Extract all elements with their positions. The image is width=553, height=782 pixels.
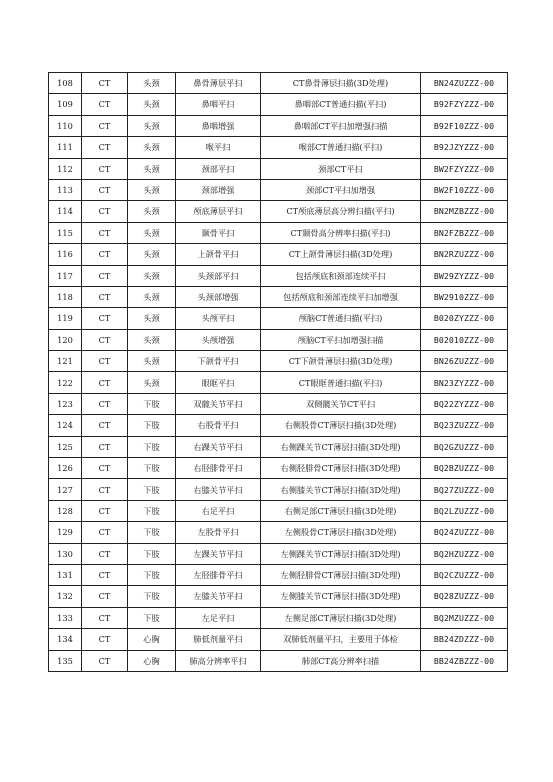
exam-item-cell: 左踝关节平扫 [176,543,261,564]
table-row [49,286,508,307]
modality-cell: CT [82,543,128,564]
body-region-cell: 下肢 [128,393,176,414]
body-region-cell: 头颈 [128,201,176,222]
table-row [49,650,508,671]
body-region-cell: 头颈 [128,372,176,393]
modality-cell: CT [82,650,128,671]
modality-cell: CT [82,500,128,521]
exam-code-cell: BN2FZBZZZ-00 [421,222,508,243]
exam-description-cell: 鼻咽部CT普通扫描(平扫) [261,94,421,115]
exam-item-cell: 肺高分辨率平扫 [176,650,261,671]
exam-item-cell: 眼眶平扫 [176,372,261,393]
table-row [49,329,508,350]
row-number: 110 [49,115,82,136]
exam-code-cell: BQ22ZYZZZ-00 [421,393,508,414]
modality-cell: CT [82,222,128,243]
body-region-cell: 头颈 [128,308,176,329]
table-row [49,436,508,457]
exam-item-cell: 右足平扫 [176,500,261,521]
row-number: 126 [49,458,82,479]
body-region-cell: 下肢 [128,500,176,521]
body-region-cell: 下肢 [128,415,176,436]
exam-description-cell: CT上颌骨薄层扫描(3D处理) [261,244,421,265]
row-number: 128 [49,500,82,521]
exam-description-cell: 包括颅底和颈部连续平扫加增强 [261,286,421,307]
row-number: 120 [49,329,82,350]
exam-item-cell: 头颅平扫 [176,308,261,329]
row-number: 127 [49,479,82,500]
exam-description-cell: CT颞骨高分辨率扫描(平扫) [261,222,421,243]
body-region-cell: 头颈 [128,73,176,94]
exam-code-cell: BQ28ZUZZZ-00 [421,586,508,607]
exam-item-cell: 右股骨平扫 [176,415,261,436]
table-row [49,137,508,158]
body-region-cell: 头颈 [128,137,176,158]
exam-code-cell: BQ2BZUZZZ-00 [421,458,508,479]
table-row [49,393,508,414]
row-number: 132 [49,586,82,607]
modality-cell: CT [82,351,128,372]
exam-item-cell: 下颌骨平扫 [176,351,261,372]
row-number: 123 [49,393,82,414]
exam-description-cell: 肺部CT高分辨率扫描 [261,650,421,671]
modality-cell: CT [82,94,128,115]
exam-item-cell: 双髋关节平扫 [176,393,261,414]
exam-description-cell: 双肺低剂量平扫，主要用于体检 [261,629,421,650]
table-row [49,629,508,650]
exam-code-cell: B92JZYZZZ-00 [421,137,508,158]
body-region-cell: 头颈 [128,115,176,136]
table-row [49,458,508,479]
modality-cell: CT [82,415,128,436]
body-region-cell: 头颈 [128,286,176,307]
body-region-cell: 下肢 [128,458,176,479]
row-number: 125 [49,436,82,457]
exam-description-cell: 左侧足部CT薄层扫描(3D处理) [261,607,421,628]
modality-cell: CT [82,158,128,179]
row-number: 124 [49,415,82,436]
body-region-cell: 下肢 [128,543,176,564]
exam-description-cell: 右侧膝关节CT薄层扫描(3D处理) [261,479,421,500]
modality-cell: CT [82,201,128,222]
exam-description-cell: CT下颌骨薄层扫描(3D处理) [261,351,421,372]
exam-description-cell: 颈部CT平扫加增强 [261,179,421,200]
exam-description-cell: 右侧股骨CT薄层扫描(3D处理) [261,415,421,436]
table-row [49,179,508,200]
table-row [49,415,508,436]
table-row [49,94,508,115]
table-row [49,351,508,372]
modality-cell: CT [82,436,128,457]
exam-item-cell: 右膝关节平扫 [176,479,261,500]
exam-item-cell: 左膝关节平扫 [176,586,261,607]
exam-code-cell: BB24ZDZZZ-00 [421,629,508,650]
body-region-cell: 心胸 [128,629,176,650]
exam-item-cell: 头颈部平扫 [176,265,261,286]
modality-cell: CT [82,73,128,94]
exam-code-cell: B92FZYZZZ-00 [421,94,508,115]
body-region-cell: 头颈 [128,222,176,243]
exam-code-cell: BN24ZUZZZ-00 [421,73,508,94]
row-number: 131 [49,564,82,585]
exam-item-cell: 颞骨平扫 [176,222,261,243]
exam-description-cell: 右侧踝关节CT薄层扫描(3D处理) [261,436,421,457]
exam-description-cell: 右侧胫腓骨CT薄层扫描(3D处理) [261,458,421,479]
modality-cell: CT [82,115,128,136]
exam-item-cell: 喉平扫 [176,137,261,158]
exam-code-cell: BQ27ZUZZZ-00 [421,479,508,500]
body-region-cell: 头颈 [128,329,176,350]
body-region-cell: 头颈 [128,158,176,179]
table-row [49,158,508,179]
exam-item-cell: 鼻咽增强 [176,115,261,136]
exam-description-cell: 鼻咽部CT平扫加增强扫描 [261,115,421,136]
row-number: 130 [49,543,82,564]
exam-description-cell: 左侧胫腓骨CT薄层扫描(3D处理) [261,564,421,585]
exam-description-cell: CT眼眶普通扫描(平扫) [261,372,421,393]
table-row [49,372,508,393]
exam-item-cell: 上颌骨平扫 [176,244,261,265]
modality-cell: CT [82,286,128,307]
exam-description-cell: 左侧踝关节CT薄层扫描(3D处理) [261,543,421,564]
exam-description-cell: 双侧髋关节CT平扫 [261,393,421,414]
body-region-cell: 头颈 [128,94,176,115]
modality-cell: CT [82,372,128,393]
exam-code-cell: BW2F10ZZZ-00 [421,179,508,200]
exam-item-cell: 头颅增强 [176,329,261,350]
exam-description-cell: 颅脑CT平扫加增强扫描 [261,329,421,350]
table-row [49,543,508,564]
modality-cell: CT [82,308,128,329]
exam-code-cell: BN2MZBZZZ-00 [421,201,508,222]
row-number: 113 [49,179,82,200]
modality-cell: CT [82,458,128,479]
exam-code-cell: B020ZYZZZ-00 [421,308,508,329]
row-number: 118 [49,286,82,307]
table-row [49,265,508,286]
table-row [49,308,508,329]
table-row [49,500,508,521]
modality-cell: CT [82,629,128,650]
modality-cell: CT [82,564,128,585]
row-number: 117 [49,265,82,286]
body-region-cell: 下肢 [128,436,176,457]
modality-cell: CT [82,244,128,265]
body-region-cell: 下肢 [128,479,176,500]
body-region-cell: 下肢 [128,564,176,585]
exam-table [48,72,508,672]
exam-code-cell: BW2910ZZZ-00 [421,286,508,307]
exam-code-cell: BQ24ZUZZZ-00 [421,522,508,543]
exam-item-cell: 左足平扫 [176,607,261,628]
body-region-cell: 头颈 [128,179,176,200]
modality-cell: CT [82,137,128,158]
exam-code-cell: BQ2MZUZZZ-00 [421,607,508,628]
row-number: 115 [49,222,82,243]
row-number: 135 [49,650,82,671]
exam-description-cell: 包括颅底和颈部连续平扫 [261,265,421,286]
exam-description-cell: 右侧足部CT薄层扫描(3D处理) [261,500,421,521]
exam-code-cell: BQ23ZUZZZ-00 [421,415,508,436]
exam-code-cell: BW2FZYZZZ-00 [421,158,508,179]
modality-cell: CT [82,586,128,607]
row-number: 121 [49,351,82,372]
exam-item-cell: 右踝关节平扫 [176,436,261,457]
table-row [49,115,508,136]
exam-item-cell: 颈部平扫 [176,158,261,179]
row-number: 134 [49,629,82,650]
exam-description-cell: 左侧膝关节CT薄层扫描(3D处理) [261,586,421,607]
exam-code-cell: BB24ZBZZZ-00 [421,650,508,671]
body-region-cell: 下肢 [128,607,176,628]
body-region-cell: 头颈 [128,265,176,286]
modality-cell: CT [82,329,128,350]
exam-code-cell: BQ2HZUZZZ-00 [421,543,508,564]
body-region-cell: 头颈 [128,244,176,265]
modality-cell: CT [82,265,128,286]
row-number: 122 [49,372,82,393]
table-row [49,201,508,222]
exam-item-cell: 颅底薄层平扫 [176,201,261,222]
table-row [49,607,508,628]
table-row [49,244,508,265]
row-number: 119 [49,308,82,329]
exam-description-cell: 喉部CT普通扫描(平扫) [261,137,421,158]
exam-item-cell: 鼻骨薄层平扫 [176,73,261,94]
exam-description-cell: 颈部CT平扫 [261,158,421,179]
table-row [49,222,508,243]
row-number: 114 [49,201,82,222]
body-region-cell: 心胸 [128,650,176,671]
exam-code-cell: BW29ZYZZZ-00 [421,265,508,286]
exam-description-cell: 左侧股骨CT薄层扫描(3D处理) [261,522,421,543]
exam-code-cell: B02010ZZZ-00 [421,329,508,350]
exam-table-body [49,73,508,672]
exam-item-cell: 肺低剂量平扫 [176,629,261,650]
row-number: 112 [49,158,82,179]
modality-cell: CT [82,607,128,628]
row-number: 133 [49,607,82,628]
exam-code-cell: BQ2LZUZZZ-00 [421,500,508,521]
row-number: 108 [49,73,82,94]
exam-item-cell: 颈部增强 [176,179,261,200]
exam-code-cell: BN2RZUZZZ-00 [421,244,508,265]
exam-item-cell: 右胫腓骨平扫 [176,458,261,479]
table-row [49,522,508,543]
exam-item-cell: 左胫腓骨平扫 [176,564,261,585]
row-number: 111 [49,137,82,158]
row-number: 109 [49,94,82,115]
body-region-cell: 下肢 [128,522,176,543]
row-number: 116 [49,244,82,265]
row-number: 129 [49,522,82,543]
modality-cell: CT [82,179,128,200]
table-row [49,479,508,500]
exam-code-cell: BN23ZYZZZ-00 [421,372,508,393]
table-row [49,586,508,607]
modality-cell: CT [82,522,128,543]
modality-cell: CT [82,479,128,500]
exam-description-cell: CT鼻骨薄层扫描(3D处理) [261,73,421,94]
exam-code-cell: BN26ZUZZZ-00 [421,351,508,372]
body-region-cell: 头颈 [128,351,176,372]
exam-item-cell: 头颈部增强 [176,286,261,307]
table-row [49,73,508,94]
exam-item-cell: 左股骨平扫 [176,522,261,543]
body-region-cell: 下肢 [128,586,176,607]
exam-item-cell: 鼻咽平扫 [176,94,261,115]
exam-description-cell: 颅脑CT普通扫描(平扫) [261,308,421,329]
modality-cell: CT [82,393,128,414]
exam-code-cell: B92F10ZZZ-00 [421,115,508,136]
exam-code-cell: BQ2CZUZZZ-00 [421,564,508,585]
table-row [49,564,508,585]
exam-description-cell: CT颅底薄层高分辨扫描(平扫) [261,201,421,222]
exam-code-cell: BQ2GZUZZZ-00 [421,436,508,457]
